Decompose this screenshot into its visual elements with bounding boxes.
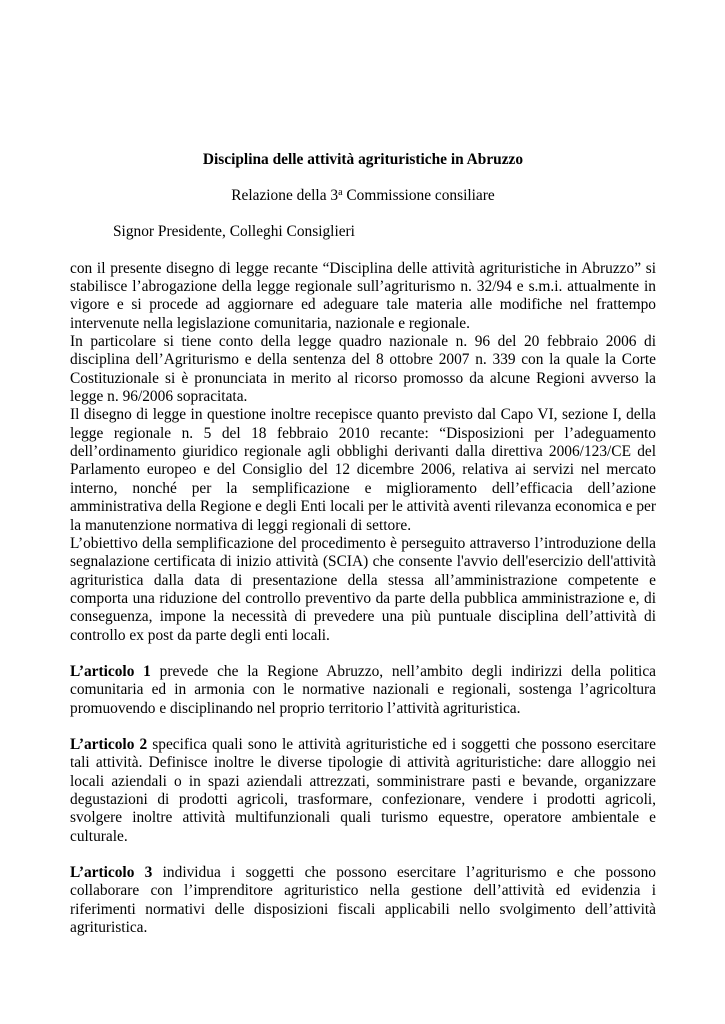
document-title: Disciplina delle attività agrituristiche in Abruzzo <box>202 151 524 168</box>
subtitle-suffix: Commissione consiliare <box>342 187 495 204</box>
document-page <box>70 151 656 937</box>
article-2-label: L’articolo 2 <box>70 735 148 753</box>
article-3-label: L’articolo 3 <box>70 864 153 881</box>
paragraph-1: con il presente disegno di legge recante “Disciplina delle attività agrituristiche in Abruzzo” si stabilisce l’abrogazione della legge regionale sull’agriturismo n. 32/94 e s.m.i. attualmente in vigore e si procede ad aggiornare ed adeguare tale materia alle modifiche nel frattempo intervenute nella legislazione comunitaria, nazionale e regionale. <box>70 259 656 332</box>
subtitle-prefix: Relazione della 3 <box>231 187 339 204</box>
article-2-text: specifica quali sono le attività agrituristiche ed i soggetti che possono esercitare tali attività. Definisce inoltre le diverse tipologie di attività agrituristiche: dare alloggio nei locali aziendali o in spazi aziendali attrezzati, somministrare pasti e bevande, organizzare degustazioni di prodotti agricoli, trasformare, confezionare, vendere i prodotti agricoli, svolgere inoltre attività multifunzionali quali turismo equestre, operatore ambientale e culturale. <box>70 735 656 845</box>
subtitle-superscript: a <box>338 187 343 198</box>
article-2-paragraph <box>70 736 656 846</box>
salutation: Signor Presidente, Colleghi Consiglieri <box>113 223 355 241</box>
article-3-paragraph <box>70 864 656 937</box>
paragraph-4: L’obiettivo della semplificazione del procedimento è perseguito attraverso l’introduzione della segnalazione certificata di inizio attività (SCIA) che consente l'avvio dell'esercizio dell'attività agrituristica dalla data di presentazione della stessa all’amministrazione competente e comporta una riduzione del controllo preventivo da parte della pubblica amministrazione e, di conseguenza, impone la necessità di prevedere una più puntuale disciplina dell’attività di controllo ex post da parte degli enti locali. <box>70 534 656 644</box>
document-subtitle <box>70 187 656 205</box>
article-1-text: prevede che la Regione Abruzzo, nell’ambito degli indirizzi della politica comunitaria ed in armonia con le normative nazionali e regionali, sostenga l’agricoltura promuovendo e disciplinando nel proprio territorio l’attività agrituristica. <box>70 662 656 717</box>
article-3-text: individua i soggetti che possono esercitare l’agriturismo e che possono collaborare con l’imprenditore agrituristico nella gestione dell’attività ed evidenzia i riferimenti normativi delle disposizioni fiscali applicabili nello svolgimento dell’attività agrituristica. <box>70 864 656 937</box>
intro-body <box>70 260 656 645</box>
article-1-label: L’articolo 1 <box>70 662 151 680</box>
paragraph-3: Il disegno di legge in questione inoltre recepisce quanto previsto dal Capo VI, sezione I, della legge regionale n. 5 del 18 febbraio 2010 recante: “Disposizioni per l’adeguamento dell’ordinamento giuridico regionale agli obblighi derivanti dalla direttiva 2006/123/CE del Parlamento europeo e del Consiglio del 12 dicembre 2006, relativa ai servizi nel mercato interno, nonché per la semplificazione e miglioramento dell’efficacia dell’azione amministrativa della Regione e degli Enti locali per le attività aventi rilevanza economica e per la manutenzione normativa di leggi regionali di settore. <box>70 406 656 534</box>
paragraph-2: In particolare si tiene conto della legge quadro nazionale n. 96 del 20 febbraio 2006 di disciplina dell’Agriturismo e della sentenza del 8 ottobre 2007 n. 339 con la quale la Corte Costituzionale si è pronunciata in merito al ricorso promosso da alcune Regioni avverso la legge n. 96/2006 sopracitata. <box>70 333 656 406</box>
article-1-paragraph <box>70 663 656 718</box>
